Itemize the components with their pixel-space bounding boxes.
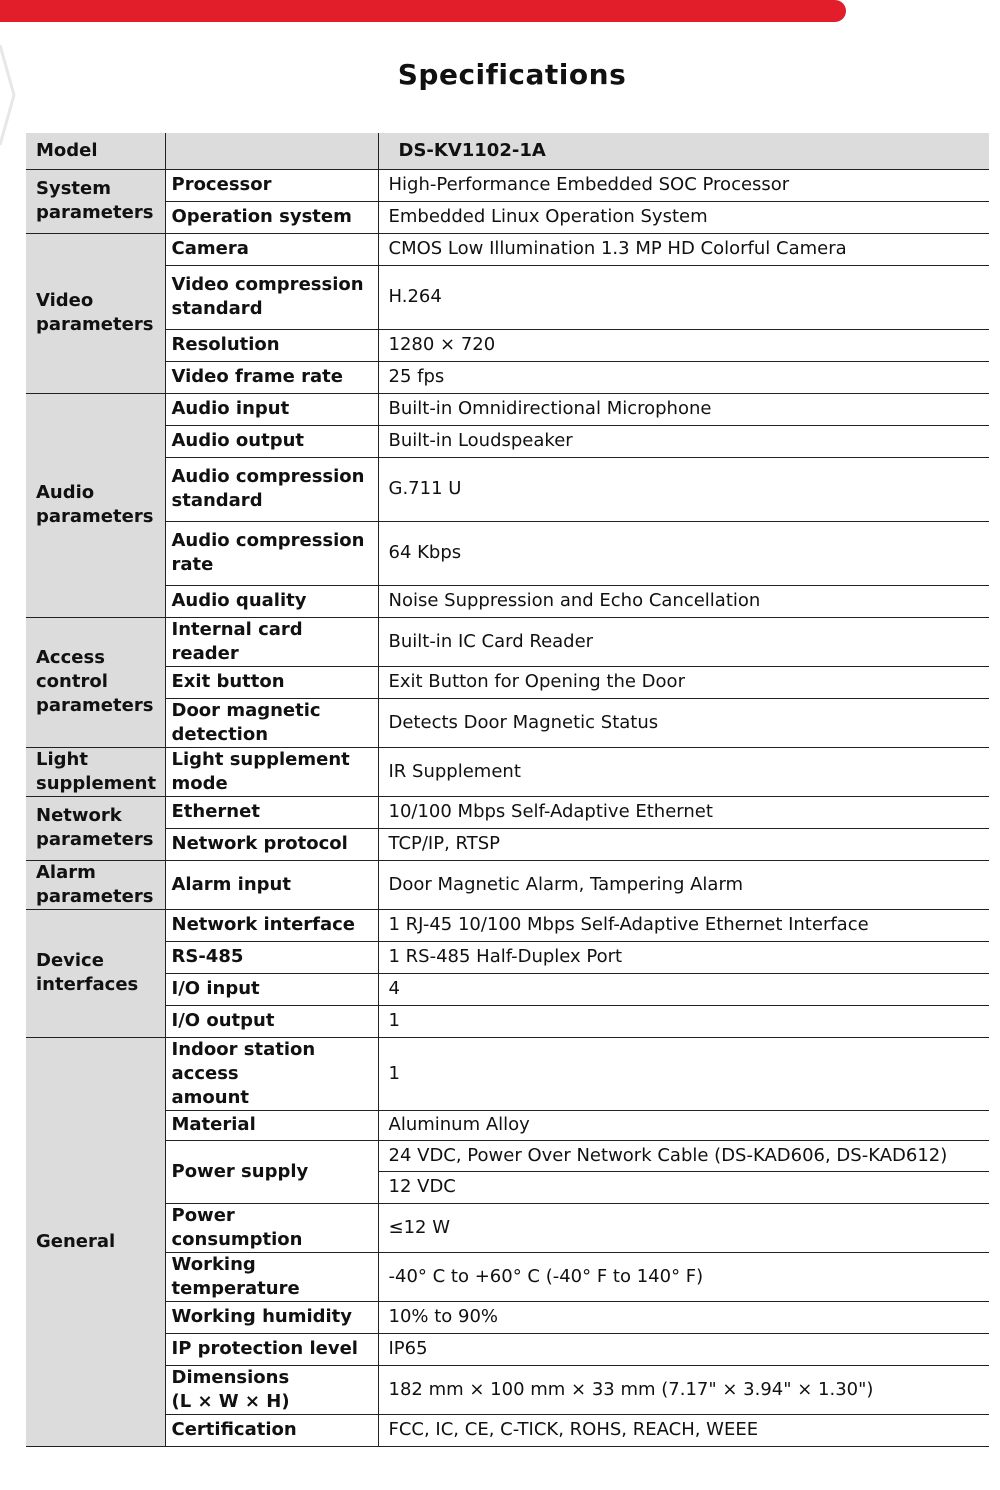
param-value: 12 VDC [378, 1171, 989, 1203]
param-label: Internal card reader [165, 617, 378, 666]
param-label: Network protocol [165, 828, 378, 860]
param-value: 25 fps [378, 361, 989, 393]
model-label: Model [26, 133, 165, 169]
param-label: Material [165, 1110, 378, 1140]
category-label: General [26, 1037, 165, 1446]
category-label: Alarm parameters [26, 860, 165, 909]
param-label: Audio input [165, 393, 378, 425]
spec-row [26, 1301, 989, 1333]
param-value: 1 RJ-45 10/100 Mbps Self-Adaptive Ethernet Interface [378, 909, 989, 941]
spec-row [26, 1365, 989, 1414]
model-row [26, 133, 989, 169]
param-value: -40° C to +60° C (-40° F to 140° F) [378, 1252, 989, 1301]
param-label: Certification [165, 1414, 378, 1446]
param-value: Detects Door Magnetic Status [378, 698, 989, 747]
param-value: TCP/IP, RTSP [378, 828, 989, 860]
spec-row [26, 1140, 989, 1171]
spec-row [26, 1203, 989, 1252]
param-value: 1 RS-485 Half-Duplex Port [378, 941, 989, 973]
param-value: Aluminum Alloy [378, 1110, 989, 1140]
param-label: Exit button [165, 666, 378, 698]
param-label: Audio quality [165, 585, 378, 617]
param-value: IR Supplement [378, 747, 989, 796]
spec-row [26, 201, 989, 233]
spec-row [26, 1037, 989, 1110]
param-value: G.711 U [378, 457, 989, 521]
param-label: Door magnetic detection [165, 698, 378, 747]
param-label: Indoor station access amount [165, 1037, 378, 1110]
param-label: Ethernet [165, 796, 378, 828]
model-value: DS-KV1102-1A [378, 133, 989, 169]
param-label: Audio compression rate [165, 521, 378, 585]
param-value: H.264 [378, 265, 989, 329]
spec-row [26, 329, 989, 361]
param-value: 1 [378, 1005, 989, 1037]
decorative-chevron-icon [0, 40, 18, 150]
spec-row [26, 1005, 989, 1037]
spec-row [26, 169, 989, 201]
param-value: FCC, IC, CE, C-TICK, ROHS, REACH, WEEE [378, 1414, 989, 1446]
spec-row [26, 828, 989, 860]
param-value: 1 [378, 1037, 989, 1110]
spec-row [26, 909, 989, 941]
spec-row [26, 361, 989, 393]
param-label: Alarm input [165, 860, 378, 909]
header-accent-bar [0, 0, 846, 22]
category-label: Video parameters [26, 233, 165, 393]
category-label: Access control parameters [26, 617, 165, 747]
model-blank-cell [165, 133, 378, 169]
spec-row [26, 265, 989, 329]
param-label: Processor [165, 169, 378, 201]
param-value: 182 mm × 100 mm × 33 mm (7.17" × 3.94" × 1.30") [378, 1365, 989, 1414]
spec-row [26, 457, 989, 521]
param-value: 10/100 Mbps Self-Adaptive Ethernet [378, 796, 989, 828]
spec-row [26, 698, 989, 747]
param-value: 1280 × 720 [378, 329, 989, 361]
param-label: Operation system [165, 201, 378, 233]
spec-row [26, 1110, 989, 1140]
spec-row [26, 860, 989, 909]
param-value: CMOS Low Illumination 1.3 MP HD Colorful Camera [378, 233, 989, 265]
spec-row [26, 393, 989, 425]
param-value: IP65 [378, 1333, 989, 1365]
param-label: Video frame rate [165, 361, 378, 393]
param-value: Exit Button for Opening the Door [378, 666, 989, 698]
param-label: Working temperature [165, 1252, 378, 1301]
param-label: Power consumption [165, 1203, 378, 1252]
spec-row [26, 747, 989, 796]
param-value: Built-in IC Card Reader [378, 617, 989, 666]
param-label: Resolution [165, 329, 378, 361]
spec-row [26, 941, 989, 973]
param-value: Embedded Linux Operation System [378, 201, 989, 233]
param-value: Door Magnetic Alarm, Tampering Alarm [378, 860, 989, 909]
param-label: I/O input [165, 973, 378, 1005]
param-label: Light supplement mode [165, 747, 378, 796]
category-label: System parameters [26, 169, 165, 233]
param-label: Audio output [165, 425, 378, 457]
param-label: I/O output [165, 1005, 378, 1037]
spec-row [26, 1252, 989, 1301]
param-label: Power supply [165, 1140, 378, 1203]
spec-row [26, 585, 989, 617]
spec-row [26, 425, 989, 457]
param-label: Camera [165, 233, 378, 265]
page-title: Specifications [397, 58, 627, 91]
param-label: IP protection level [165, 1333, 378, 1365]
param-label: Network interface [165, 909, 378, 941]
param-value: Built-in Omnidirectional Microphone [378, 393, 989, 425]
param-label: Video compression standard [165, 265, 378, 329]
spec-row [26, 666, 989, 698]
param-label: RS-485 [165, 941, 378, 973]
category-label: Light supplement [26, 747, 165, 796]
param-label: Audio compression standard [165, 457, 378, 521]
spec-row [26, 796, 989, 828]
param-value: 64 Kbps [378, 521, 989, 585]
param-value: Built-in Loudspeaker [378, 425, 989, 457]
param-label: Working humidity [165, 1301, 378, 1333]
spec-row [26, 973, 989, 1005]
category-label: Device interfaces [26, 909, 165, 1037]
param-value: 4 [378, 973, 989, 1005]
spec-row [26, 233, 989, 265]
spec-row [26, 617, 989, 666]
param-value: High-Performance Embedded SOC Processor [378, 169, 989, 201]
param-value: 10% to 90% [378, 1301, 989, 1333]
category-label: Audio parameters [26, 393, 165, 617]
spec-row [26, 1414, 989, 1446]
category-label: Network parameters [26, 796, 165, 860]
spec-row [26, 521, 989, 585]
spec-row [26, 1333, 989, 1365]
param-label: Dimensions (L × W × H) [165, 1365, 378, 1414]
param-value: 24 VDC, Power Over Network Cable (DS-KAD606, DS-KAD612) [378, 1140, 989, 1171]
param-value: ≤12 W [378, 1203, 989, 1252]
param-value: Noise Suppression and Echo Cancellation [378, 585, 989, 617]
spec-table [26, 133, 989, 1447]
